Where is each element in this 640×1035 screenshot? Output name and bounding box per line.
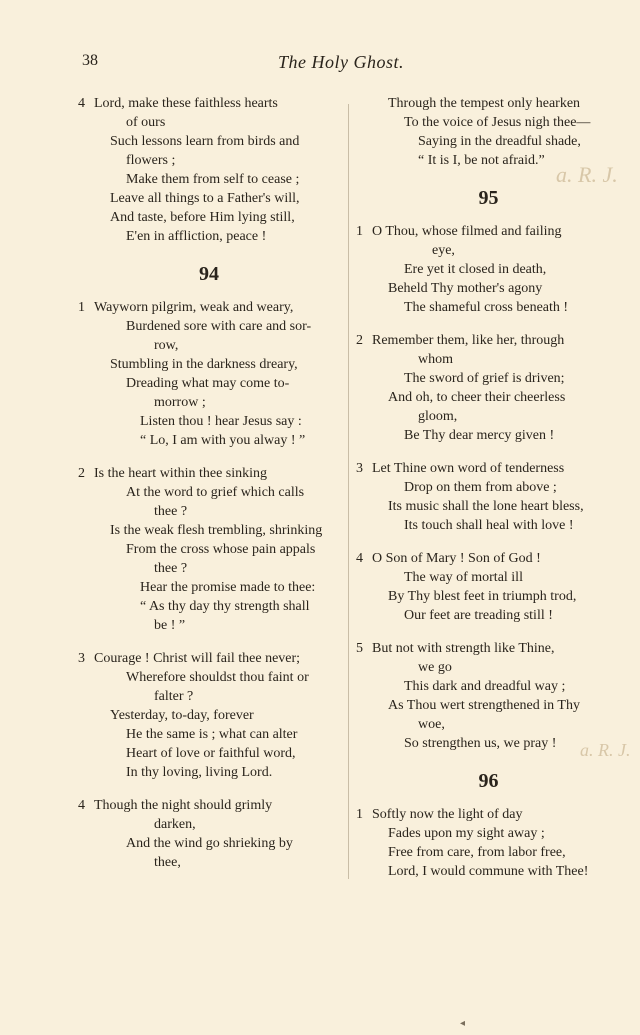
pencil-annotation: a. R. J. (556, 162, 618, 187)
verse-line: Saying in the dreadful shade, (418, 134, 581, 149)
verse-line: morrow ; (154, 395, 206, 410)
verse-number: 3 (356, 461, 363, 476)
verse-line: O Thou, whose filmed and failing (372, 224, 562, 239)
verse-line: He the same is ; what can alter (126, 727, 298, 742)
verse-line: Such lessons learn from birds and (110, 134, 300, 149)
hymn95-verse-1 (356, 222, 621, 317)
verse-line: Let Thine own word of tenderness (372, 461, 565, 476)
verse-line: Softly now the light of day (372, 807, 523, 822)
verse-line: Make them from self to cease ; (126, 172, 300, 187)
hymn-number-96: 96 (478, 770, 499, 792)
verse-line: Courage ! Christ will fail thee never; (94, 651, 301, 666)
verse-number: 5 (356, 641, 363, 656)
verse-line: So strengthen us, we pray ! (404, 736, 557, 751)
verse-line: Heart of love or faithful word, (126, 746, 296, 761)
hymn94-verse-4 (78, 796, 340, 872)
hymn95-verse-3 (356, 459, 621, 535)
verse-number: 2 (78, 466, 85, 481)
verse-line: Is the weak flesh trembling, shrinking (110, 523, 323, 538)
verse-line: E'en in affliction, peace ! (126, 229, 267, 244)
verse-line: woe, (418, 717, 445, 732)
hymn95-verse-2 (356, 331, 621, 445)
verse-line: Drop on them from above ; (404, 480, 557, 495)
right-column (356, 94, 621, 895)
verse-line: Lord, I would commune with Thee! (388, 864, 589, 879)
verse-line: In thy loving, living Lord. (126, 765, 273, 780)
hymn96-verse-1 (356, 805, 621, 881)
verse-line: gloom, (418, 409, 458, 424)
verse-line: Though the night should grimly (94, 798, 273, 813)
verse-line: whom (418, 352, 453, 367)
verse-number: 1 (356, 224, 363, 239)
verse-line: Our feet are treading still ! (404, 608, 553, 623)
hymn94-verse-2 (78, 464, 340, 635)
verse-line: Burdened sore with care and sor- (126, 319, 312, 334)
pencil-annotation: a. R. J. (580, 740, 631, 760)
verse-line: Dreading what may come to- (126, 376, 290, 391)
verse-line: O Son of Mary ! Son of God ! (372, 551, 541, 566)
left-column (78, 94, 340, 886)
verse-line: darken, (154, 817, 196, 832)
verse-line: To the voice of Jesus nigh thee— (404, 115, 591, 130)
verse-line: Listen thou ! hear Jesus say : (140, 414, 302, 429)
verse-line: Stumbling in the darkness dreary, (110, 357, 298, 372)
verse-line: As Thou wert strengthened in Thy (388, 698, 580, 713)
verse-line: “ It is I, be not afraid.” (418, 153, 545, 168)
verse-line: thee ? (154, 504, 188, 519)
hymn95-verse-5 (356, 639, 621, 753)
verse-line: The sword of grief is driven; (404, 371, 565, 386)
verse-line: But not with strength like Thine, (372, 641, 555, 656)
verse-number: 1 (356, 807, 363, 822)
verse-number: 4 (356, 551, 363, 566)
verse-line: The way of mortal ill (404, 570, 523, 585)
verse-line: of ours (126, 115, 166, 130)
verse-line: Remember them, like her, through (372, 333, 565, 348)
verse-line: Hear the promise made to thee: (140, 580, 316, 595)
verse-line: thee, (154, 855, 181, 870)
verse-line: At the word to grief which calls (126, 485, 305, 500)
verse-line: Leave all things to a Father's will, (110, 191, 300, 206)
verse-line: Yesterday, to-day, forever (110, 708, 254, 723)
verse-line: flowers ; (126, 153, 176, 168)
verse-line: From the cross whose pain appals (126, 542, 316, 557)
verse-line: we go (418, 660, 452, 675)
verse-line: Be Thy dear mercy given ! (404, 428, 555, 443)
hymn95-verse-4 (356, 549, 621, 625)
hymn94-verse-1 (78, 298, 340, 450)
verse-line: Wherefore shouldst thou faint or (126, 670, 309, 685)
verse-line: By Thy blest feet in triumph trod, (388, 589, 577, 604)
verse-number: 4 (78, 798, 85, 813)
column-divider (348, 104, 349, 879)
verse-number: 2 (356, 333, 363, 348)
verse-line: Beheld Thy mother's agony (388, 281, 543, 296)
verse-line: Free from care, from labor free, (388, 845, 566, 860)
verse-number: 4 (78, 96, 85, 111)
verse-line: Wayworn pilgrim, weak and weary, (94, 300, 294, 315)
verse-line: Lord, make these faithless hearts (94, 96, 278, 111)
verse-line: “ As thy day thy strength shall (140, 599, 310, 614)
verse-number: 3 (78, 651, 85, 666)
verse-line: Ere yet it closed in death, (404, 262, 547, 277)
verse-line: And the wind go shrieking by (126, 836, 293, 851)
verse-line: Fades upon my sight away ; (388, 826, 545, 841)
verse-line: Its music shall the lone heart bless, (388, 499, 584, 514)
verse-line: eye, (432, 243, 455, 258)
verse-line: “ Lo, I am with you alway ! ” (140, 433, 306, 448)
verse-continued-4 (78, 94, 340, 246)
verse-line: The shameful cross beneath ! (404, 300, 569, 315)
verse-line: And taste, before Him lying still, (110, 210, 295, 225)
verse-line: Is the heart within thee sinking (94, 466, 268, 481)
verse-line: row, (154, 338, 179, 353)
page-number: 38 (82, 52, 98, 69)
verse-line: be ! ” (154, 618, 186, 633)
running-head: The Holy Ghost. (278, 52, 404, 72)
verse-line: This dark and dreadful way ; (404, 679, 566, 694)
verse-line: thee ? (154, 561, 188, 576)
verse-line: falter ? (154, 689, 194, 704)
verse-line: Its touch shall heal with love ! (404, 518, 574, 533)
verse-line: Through the tempest only hearken (388, 96, 581, 111)
hymn94-verse-3 (78, 649, 340, 782)
verse-line: And oh, to cheer their cheerless (388, 390, 566, 405)
hymn-number-94: 94 (199, 263, 219, 285)
verse-number: 1 (78, 300, 85, 315)
hymn-number-95: 95 (478, 187, 499, 209)
hymn94-verse-4-continued (356, 94, 621, 170)
print-mark: ◂ (460, 1018, 466, 1029)
